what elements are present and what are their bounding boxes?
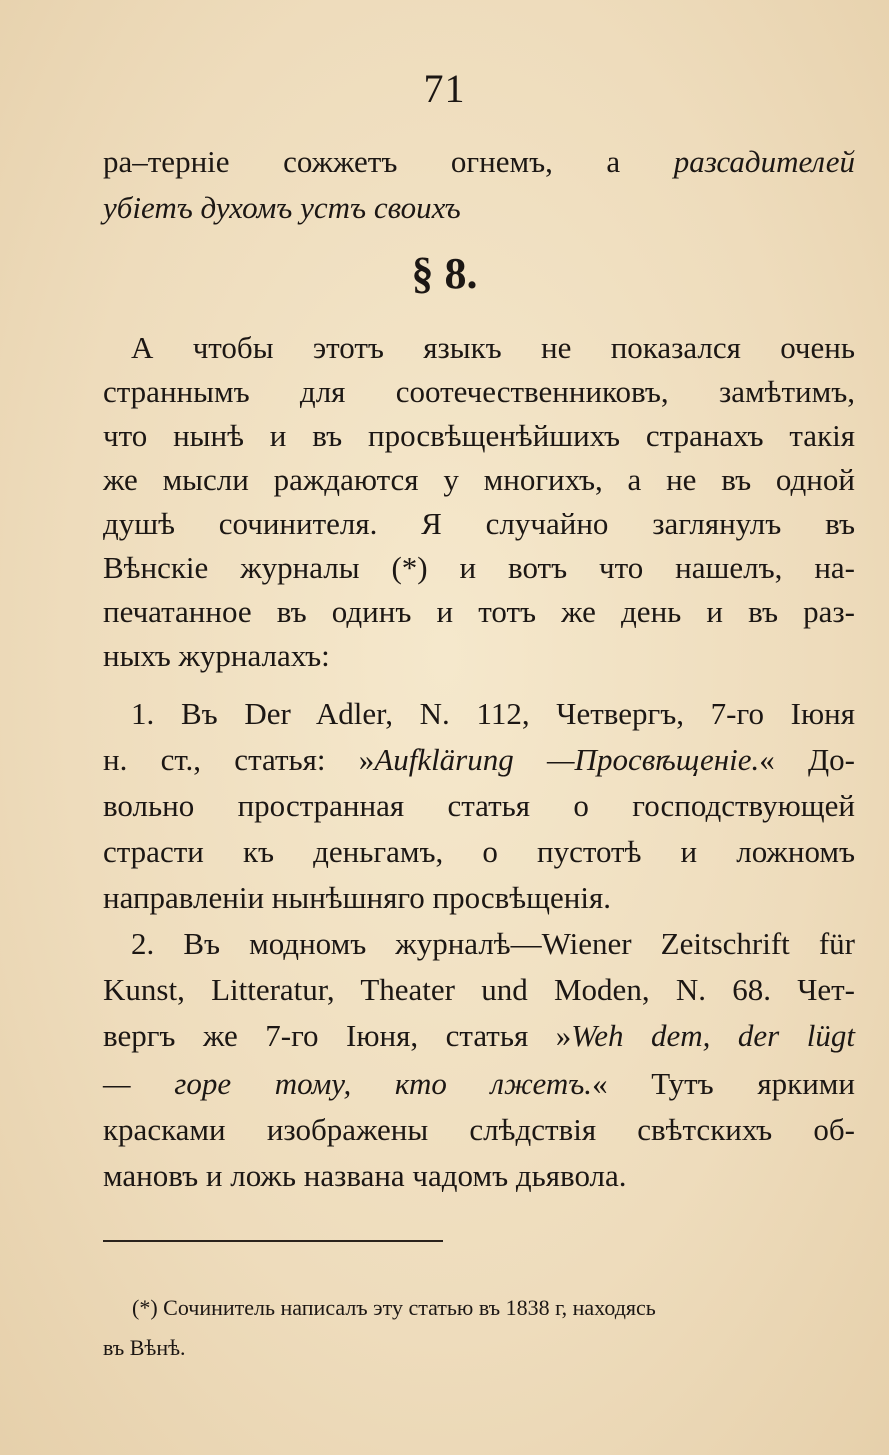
page-number: 71 <box>423 66 466 111</box>
paragraph-line: ныхъ журналахъ: <box>103 638 330 673</box>
opening-line-1-italic: разсадителей <box>673 144 855 179</box>
item-1-line-3: вольно пространная статья о господствующей <box>103 788 855 823</box>
item-2-line-4 <box>103 1062 855 1106</box>
paragraph-line: печатанное въ одинъ и тотъ же день и въ раз- <box>103 594 855 629</box>
section-heading: § 8. <box>411 249 478 298</box>
item-2-line-6: мановъ и ложь названа чадомъ дьявола. <box>103 1158 627 1193</box>
paragraph-line: А чтобы этотъ языкъ не показался очень <box>131 330 855 365</box>
item-1-line-2-end: « До- <box>759 742 855 777</box>
opening-line-2: убіетъ духомъ устъ своихъ <box>103 190 461 225</box>
footnote-line-2: въ Вѣнѣ. <box>103 1335 186 1360</box>
item-2-line-1: 2. Въ модномъ журналѣ—Wiener Zeitschrift für <box>131 926 855 961</box>
item-1-line-2 <box>103 738 855 782</box>
paragraph-line: Вѣнскіе журналы (*) и вотъ что нашелъ, на- <box>103 550 855 585</box>
item-2-line-3-start: вергъ же 7-го Іюня, статья » <box>103 1018 572 1053</box>
item-2-line-4-italic: — горе тому, кто лжетъ. <box>103 1066 593 1101</box>
item-2-line-3-italic: Weh dem, der lügt <box>571 1018 855 1053</box>
item-1-line-4: страсти къ деньгамъ, о пустотѣ и ложномъ <box>103 834 855 869</box>
item-1-line-5: направленіи нынѣшняго просвѣщенія. <box>103 880 611 915</box>
paragraph-line: душѣ сочинителя. Я случайно заглянулъ въ <box>103 506 855 541</box>
footnote-divider <box>103 1240 443 1242</box>
item-2-line-5: красками изображены слѣдствія свѣтскихъ об- <box>103 1112 855 1147</box>
opening-line-1 <box>103 140 855 184</box>
paragraph-line: страннымъ для соотечественниковъ, замѣтимъ, <box>103 374 855 409</box>
item-1-line-2-start: н. ст., статья: » <box>103 742 375 777</box>
item-2-line-4-end: « Тутъ яркими <box>592 1066 855 1101</box>
paragraph-line: что нынѣ и въ просвѣщенѣйшихъ странахъ такія <box>103 418 855 453</box>
opening-line-1-text: ра–терніе сожжетъ огнемъ, а <box>103 144 674 179</box>
paragraph-line: же мысли раждаются у многихъ, а не въ одной <box>103 462 855 497</box>
footnote-line-1: (*) Сочинитель написалъ эту статью въ 1838 г, находясь <box>132 1295 656 1320</box>
item-1-line-1: 1. Въ Der Adler, N. 112, Четвергъ, 7-го Іюня <box>131 696 855 731</box>
item-1-line-2-italic: Aufklärung —Просвѣщеніе. <box>374 742 760 777</box>
item-2-line-3 <box>103 1014 855 1058</box>
item-2-line-2: Kunst, Litteratur, Theater und Moden, N. 68. Чет- <box>103 972 855 1007</box>
